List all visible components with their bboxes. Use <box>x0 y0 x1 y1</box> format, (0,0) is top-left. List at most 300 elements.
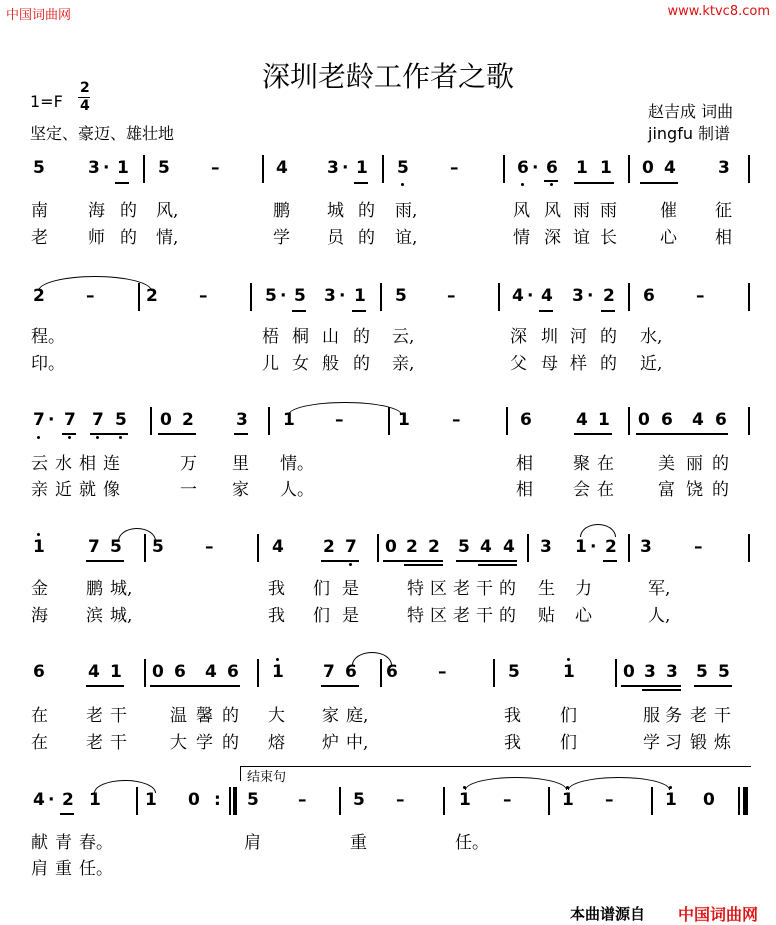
lyric: 云, <box>392 327 415 347</box>
lyric: 情 <box>513 228 530 248</box>
note: 6 <box>643 286 655 306</box>
time-signature-bottom: 4 <box>80 98 90 114</box>
lyric: 长 <box>600 228 617 248</box>
note: 7 <box>92 410 104 430</box>
lyric: 我 <box>504 733 521 753</box>
key-signature: 1=F <box>30 92 63 111</box>
note: 4 <box>33 790 45 810</box>
note: 4 <box>480 537 492 557</box>
song-title: 深圳老龄工作者之歌 <box>261 60 514 93</box>
lyric: 连 <box>103 454 120 474</box>
note-dot: · <box>103 158 110 178</box>
note: 7 <box>33 410 45 430</box>
barline <box>748 534 750 562</box>
lyric: 谊, <box>395 228 418 248</box>
note: 2 <box>33 286 45 306</box>
lyric: 圳 <box>541 327 558 347</box>
note: 0 <box>623 662 635 682</box>
barline <box>651 787 653 815</box>
note: 2 <box>182 410 194 430</box>
lyric: 军, <box>648 579 671 599</box>
barline <box>443 787 445 815</box>
lyric: 雨, <box>395 201 418 221</box>
lyric: 的 <box>222 706 239 726</box>
lyric: 家 <box>232 480 249 500</box>
lyric: 春。 <box>79 833 113 853</box>
lyric: 饶 <box>686 480 703 500</box>
note: 6 <box>520 410 532 430</box>
lyric: 的 <box>499 579 516 599</box>
note: 6 <box>227 662 239 682</box>
underline <box>62 433 76 435</box>
note: 5 <box>718 662 730 682</box>
lyric: 馨 <box>196 706 213 726</box>
barline <box>144 534 146 562</box>
high-octave-dot <box>37 533 40 536</box>
barline <box>748 155 750 183</box>
note: 2 <box>323 537 335 557</box>
note-dash: – <box>199 286 208 306</box>
barline <box>377 534 379 562</box>
lyric: 的 <box>120 201 137 221</box>
lyric: 鹏 <box>86 579 103 599</box>
note: 5 <box>508 662 520 682</box>
lyric: 炼 <box>714 733 731 753</box>
lyric: 的 <box>600 354 617 374</box>
lyric: 相 <box>516 480 533 500</box>
underline <box>404 564 443 566</box>
lyric: 亲 <box>31 480 48 500</box>
note: 4 <box>503 537 515 557</box>
lyric: 的 <box>353 327 370 347</box>
lyric: 力 <box>575 579 592 599</box>
lyric: 城, <box>110 606 133 626</box>
low-octave-dot <box>68 436 71 439</box>
lyric: 师 <box>88 228 105 248</box>
barline <box>615 659 617 687</box>
lyric: 学 <box>643 733 660 753</box>
note: 6 <box>661 410 673 430</box>
lyric: 亲, <box>392 354 415 374</box>
note: 1 <box>459 790 471 810</box>
watermark-left: 中国词曲网 <box>6 8 72 23</box>
note: 5 <box>33 158 45 178</box>
note: 7 <box>64 410 76 430</box>
underline <box>621 685 681 687</box>
lyric: 富 <box>658 480 675 500</box>
lyric: 相 <box>715 228 732 248</box>
barline <box>250 283 252 311</box>
barline <box>738 787 740 815</box>
lyric: 老 <box>453 606 470 626</box>
note: 3 <box>644 662 656 682</box>
underline <box>321 560 359 562</box>
lyric: 重 <box>55 859 72 879</box>
lyric: 是 <box>342 579 359 599</box>
lyric: 里 <box>232 454 249 474</box>
note: 5 <box>397 158 409 178</box>
barline <box>257 534 259 562</box>
lyric: 滨 <box>86 606 103 626</box>
underline <box>321 685 359 687</box>
lyric: 丽 <box>686 454 703 474</box>
note: 1 <box>110 662 122 682</box>
lyric: 深 <box>544 228 561 248</box>
lyric: 聚 <box>573 454 590 474</box>
underline <box>60 813 74 815</box>
watermark-right: www.ktvc8.com <box>667 4 770 19</box>
lyric: 熔 <box>268 733 285 753</box>
barline <box>628 407 630 435</box>
note: 6 <box>386 662 398 682</box>
note: 5 <box>110 537 122 557</box>
note: 5 <box>353 790 365 810</box>
lyric: 青 <box>55 833 72 853</box>
underline <box>694 685 732 687</box>
lyric: 我 <box>504 706 521 726</box>
barline <box>144 659 146 687</box>
note-dot: · <box>342 158 349 178</box>
barline <box>150 407 152 435</box>
lyric: 情。 <box>280 454 314 474</box>
note-dash: – <box>452 410 461 430</box>
barline <box>382 155 384 183</box>
lyric: 温 <box>170 706 187 726</box>
lyric: 父 <box>510 354 527 374</box>
underline <box>86 685 124 687</box>
barline <box>262 155 264 183</box>
slur <box>580 524 616 537</box>
lyric: 们 <box>313 579 330 599</box>
lyric: 的 <box>358 228 375 248</box>
barline <box>136 787 138 815</box>
underline <box>292 310 306 312</box>
note: 6 <box>517 158 529 178</box>
lyric: 催 <box>660 201 677 221</box>
note: 3 <box>640 537 652 557</box>
note-dash: – <box>335 410 344 430</box>
lyric: 老 <box>31 228 48 248</box>
note: 4 <box>576 410 588 430</box>
barline <box>498 283 500 311</box>
lyric: 人, <box>648 606 671 626</box>
lyric: 谊 <box>573 228 590 248</box>
underline <box>539 310 553 312</box>
note-dash: – <box>205 537 214 557</box>
barline <box>268 407 270 435</box>
note: 4 <box>541 286 553 306</box>
barline <box>628 155 630 183</box>
lyric: 肩 <box>31 859 48 879</box>
note: 6 <box>345 662 357 682</box>
note: 7 <box>323 662 335 682</box>
barline <box>503 155 505 183</box>
lyric: 在 <box>31 706 48 726</box>
note: 5 <box>265 286 277 306</box>
note: 2 <box>406 537 418 557</box>
lyric: 会 <box>573 480 590 500</box>
note: 0 <box>638 410 650 430</box>
note-dash: – <box>447 286 456 306</box>
note-dash: – <box>86 286 95 306</box>
note: 7 <box>345 537 357 557</box>
underline <box>636 433 728 435</box>
lyric: 风, <box>156 201 179 221</box>
underline <box>383 560 443 562</box>
barline <box>527 534 529 562</box>
lyric: 在 <box>31 733 48 753</box>
lyric: 梧 <box>262 327 279 347</box>
note: 4 <box>272 537 284 557</box>
tie <box>118 528 156 541</box>
barline <box>388 407 390 435</box>
lyric: 庭, <box>346 706 369 726</box>
source-label: 本曲谱源自 <box>570 905 646 923</box>
lyric: 区 <box>430 579 447 599</box>
lyric: 贴 <box>538 606 555 626</box>
lyric: 城 <box>327 201 344 221</box>
lyric: 城, <box>110 579 133 599</box>
note-dash: – <box>696 286 705 306</box>
lyric: 区 <box>430 606 447 626</box>
low-octave-dot <box>119 436 122 439</box>
note: 1 <box>598 410 610 430</box>
barline <box>748 283 750 311</box>
barline <box>628 534 630 562</box>
note-dash: – <box>211 158 220 178</box>
note: 0 <box>703 790 715 810</box>
underline <box>90 433 128 435</box>
note: 6 <box>546 158 558 178</box>
lyric: 河 <box>570 327 587 347</box>
barline <box>380 283 382 311</box>
barline <box>628 283 630 311</box>
lyric: 干 <box>110 733 127 753</box>
note-dot: · <box>527 286 534 306</box>
lyric: 儿 <box>262 354 279 374</box>
lyric: 们 <box>313 606 330 626</box>
note: 3 <box>572 286 584 306</box>
note: 1 <box>33 537 45 557</box>
barline <box>748 407 750 435</box>
note: 2 <box>605 537 617 557</box>
lyric: 风 <box>544 201 561 221</box>
note: 1 <box>576 158 588 178</box>
lyric: 大 <box>268 706 285 726</box>
barline <box>143 155 145 183</box>
note: 3 <box>88 158 100 178</box>
credit-notation: jingfu 制谱 <box>648 124 731 143</box>
note: 2 <box>603 286 615 306</box>
lyric: 情, <box>156 228 179 248</box>
barline <box>339 787 341 815</box>
lyric: 雨 <box>573 201 590 221</box>
lyric: 老 <box>86 706 103 726</box>
lyric: 近 <box>55 480 72 500</box>
lyric: 习 <box>665 733 682 753</box>
note: 3 <box>540 537 552 557</box>
lyric: 的 <box>499 606 516 626</box>
note: 3 <box>324 286 336 306</box>
note: 1 <box>575 537 587 557</box>
lyric: 人。 <box>280 480 314 500</box>
note: 3 <box>666 662 678 682</box>
lyric: 炉 <box>322 733 339 753</box>
lyric: 一 <box>180 480 197 500</box>
lyric: 相 <box>79 454 96 474</box>
note: 1 <box>354 286 366 306</box>
note: 5 <box>458 537 470 557</box>
barline <box>257 659 259 687</box>
note: 5 <box>152 537 164 557</box>
lyric: 们 <box>560 706 577 726</box>
lyric: 的 <box>712 480 729 500</box>
note-dash: – <box>503 790 512 810</box>
note: 2 <box>146 286 158 306</box>
note: 0 <box>642 158 654 178</box>
note: 1 <box>562 790 574 810</box>
tie <box>288 402 402 415</box>
barline <box>548 787 550 815</box>
lyric: 近, <box>640 354 663 374</box>
lyric: 的 <box>712 454 729 474</box>
note: 5 <box>696 662 708 682</box>
note: 7 <box>88 537 100 557</box>
underline <box>574 433 612 435</box>
note: 4 <box>692 410 704 430</box>
note: 4 <box>205 662 217 682</box>
lyric: 的 <box>600 327 617 347</box>
note: 6 <box>715 410 727 430</box>
lyric: 金 <box>31 579 48 599</box>
credit-lyrics-music: 赵吉成 词曲 <box>648 102 734 121</box>
lyric: 的 <box>353 354 370 374</box>
low-octave-dot <box>521 183 524 186</box>
note: 1 <box>283 410 295 430</box>
lyric: 锻 <box>690 733 707 753</box>
lyric: 雨 <box>600 201 617 221</box>
lyric: 海 <box>88 201 105 221</box>
underline <box>234 433 248 435</box>
lyric: 程。 <box>31 327 65 347</box>
low-octave-dot <box>349 563 352 566</box>
lyric: 老 <box>690 706 707 726</box>
underline <box>150 685 240 687</box>
note: 5 <box>247 790 259 810</box>
high-octave-dot <box>669 786 672 789</box>
lyric: 生 <box>538 579 555 599</box>
source-site: 中国词曲网 <box>678 905 759 924</box>
lyric: 桐 <box>292 327 309 347</box>
barline-thick <box>233 787 237 815</box>
lyric: 心 <box>660 228 677 248</box>
lyric: 般 <box>322 354 339 374</box>
note: 1 <box>356 158 368 178</box>
lyric: 我 <box>268 606 285 626</box>
note: 0 <box>188 790 200 810</box>
note-dot: · <box>532 158 539 178</box>
lyric: 肩 <box>244 833 261 853</box>
lyric: 献 <box>31 833 48 853</box>
note: 4 <box>664 158 676 178</box>
underline <box>642 689 681 691</box>
lyric: 南 <box>31 201 48 221</box>
barline <box>229 787 231 815</box>
underline <box>352 310 366 312</box>
lyric: 云 <box>31 454 48 474</box>
low-octave-dot <box>401 183 404 186</box>
tempo-marking: 坚定、豪迈、雄壮地 <box>30 124 175 143</box>
note: 6 <box>33 662 45 682</box>
underline <box>544 180 558 182</box>
note-dot: · <box>48 410 55 430</box>
note-dash: – <box>396 790 405 810</box>
lyric: 是 <box>342 606 359 626</box>
note: 6 <box>174 662 186 682</box>
lyric: 在 <box>597 480 614 500</box>
lyric: 重 <box>350 833 367 853</box>
lyric: 学 <box>273 228 290 248</box>
underline <box>86 560 124 562</box>
note: 0 <box>385 537 397 557</box>
lyric: 务 <box>665 706 682 726</box>
note: 1 <box>272 662 284 682</box>
lyric: 心 <box>575 606 592 626</box>
lyric: 水, <box>640 327 663 347</box>
lyric: 特 <box>407 606 424 626</box>
barline <box>506 407 508 435</box>
lyric: 学 <box>196 733 213 753</box>
lyric: 中, <box>346 733 369 753</box>
note-dot: · <box>587 286 594 306</box>
lyric: 的 <box>222 733 239 753</box>
note: 0 <box>160 410 172 430</box>
barline <box>493 659 495 687</box>
lyric: 母 <box>541 354 558 374</box>
lyric: 们 <box>560 733 577 753</box>
lyric: 服 <box>643 706 660 726</box>
note: 5 <box>115 410 127 430</box>
lyric: 深 <box>510 327 527 347</box>
lyric: 干 <box>476 606 493 626</box>
tie <box>38 276 152 291</box>
lyric: 的 <box>358 201 375 221</box>
lyric: 就 <box>79 480 96 500</box>
lyric: 美 <box>658 454 675 474</box>
note: 2 <box>62 790 74 810</box>
note: 4 <box>276 158 288 178</box>
note: 1 <box>665 790 677 810</box>
lyric: 印。 <box>31 354 65 374</box>
note-dot: · <box>590 537 597 557</box>
note: 5 <box>294 286 306 306</box>
note: 1 <box>145 790 157 810</box>
lyric: 任。 <box>79 859 113 879</box>
lyric: 干 <box>476 579 493 599</box>
lyric: 女 <box>292 354 309 374</box>
note: 3 <box>327 158 339 178</box>
barline-final <box>743 787 748 815</box>
note-dash: – <box>298 790 307 810</box>
lyric: 的 <box>120 228 137 248</box>
note-dot: · <box>48 790 55 810</box>
lyric: 任。 <box>455 833 489 853</box>
lyric: 老 <box>86 733 103 753</box>
underline <box>354 182 368 184</box>
lyric: 风 <box>513 201 530 221</box>
high-octave-dot <box>566 786 569 789</box>
lyric: 水 <box>55 454 72 474</box>
